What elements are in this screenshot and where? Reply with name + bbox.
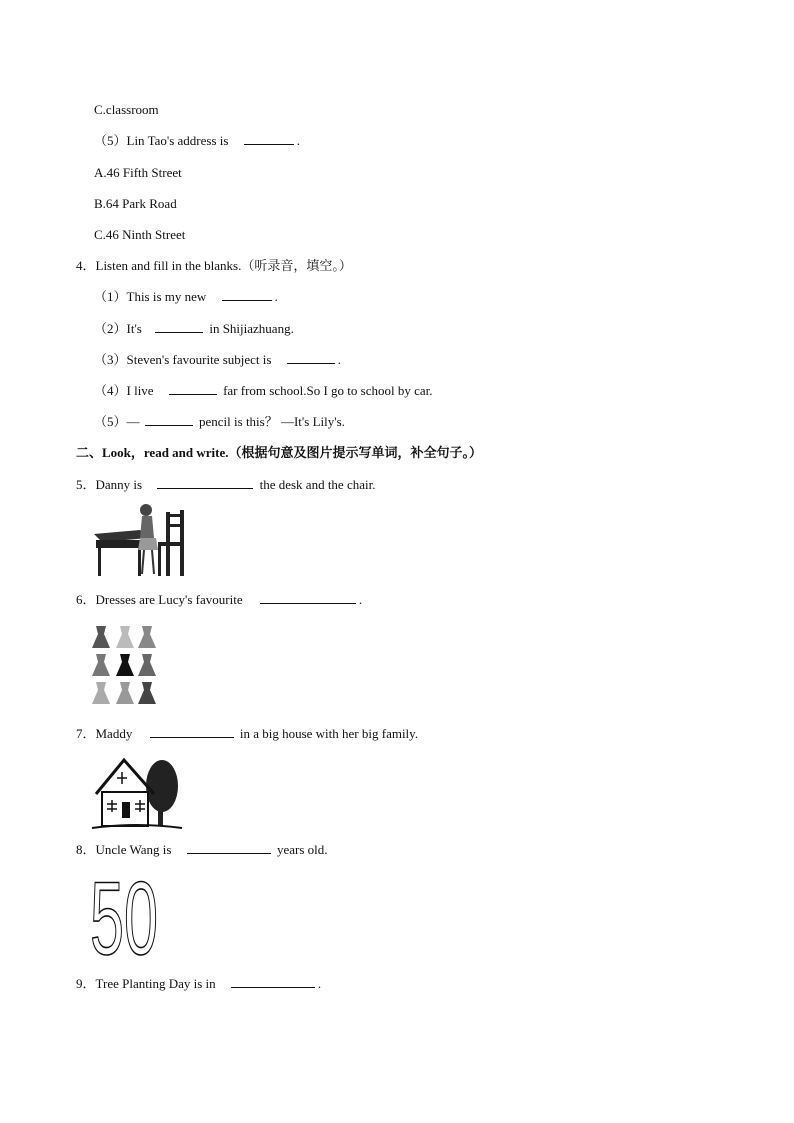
question-4-title: 4．Listen and fill in the blanks.（听录音，填空。） xyxy=(76,258,352,273)
answer-blank[interactable] xyxy=(155,321,203,333)
fill-item-2: （2）It's in Shijiazhuang. xyxy=(94,321,294,336)
answer-blank[interactable] xyxy=(287,352,335,364)
option-c: C.46 Ninth Street xyxy=(94,227,186,242)
question-6: 6．Dresses are Lucy's favourite . xyxy=(76,592,363,607)
fill-item-1: （1）This is my new . xyxy=(94,289,278,304)
answer-blank[interactable] xyxy=(145,414,193,426)
answer-blank[interactable] xyxy=(150,726,234,738)
answer-blank[interactable] xyxy=(260,592,356,604)
answer-blank[interactable] xyxy=(231,976,315,988)
girl-between-desk-and-chair-picture xyxy=(92,500,188,580)
answer-blank[interactable] xyxy=(169,383,217,395)
answer-blank[interactable] xyxy=(187,842,271,854)
section-2-title: 二、Look，read and write.（根据句意及图片提示写单词，补全句子。） xyxy=(76,445,483,460)
answer-blank[interactable] xyxy=(244,133,294,145)
number-fifty-picture xyxy=(90,861,162,977)
option-c-classroom: C.classroom xyxy=(94,102,159,117)
fill-item-4: （4）I live far from school.So I go to school by car. xyxy=(94,383,433,398)
question-4-5-line: （5）Lin Tao's address is . xyxy=(94,133,300,148)
answer-blank[interactable] xyxy=(222,289,272,301)
house-picture xyxy=(92,752,182,830)
question-text: （5）Lin Tao's address is xyxy=(94,133,229,148)
option-b: B.64 Park Road xyxy=(94,196,177,211)
fill-item-3: （3）Steven's favourite subject is . xyxy=(94,352,341,367)
question-5: 5．Danny is the desk and the chair. xyxy=(76,477,376,492)
number-fifty-text: 50 xyxy=(90,861,158,977)
fill-item-5: （5）— pencil is this？ —It's Lily's. xyxy=(94,414,345,429)
dresses-picture xyxy=(92,624,160,708)
option-a: A.46 Fifth Street xyxy=(94,165,182,180)
question-7: 7．Maddy in a big house with her big family. xyxy=(76,726,419,741)
answer-blank[interactable] xyxy=(157,477,253,489)
question-8: 8．Uncle Wang is years old. xyxy=(76,842,328,857)
question-9: 9．Tree Planting Day is in . xyxy=(76,976,322,991)
